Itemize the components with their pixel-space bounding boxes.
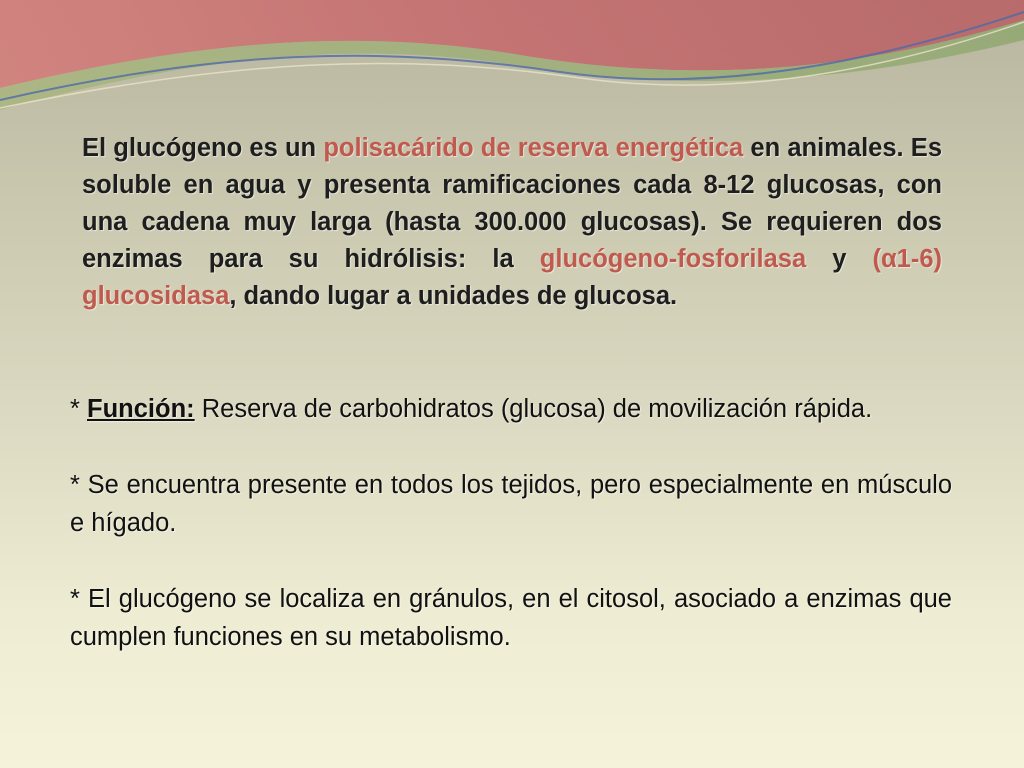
highlight-polisacarido: polisacárido de reserva energética bbox=[323, 134, 744, 162]
paragraph-text: en animales. Es soluble en agua y presenta ramificaciones cada 8-12 glucosas, con una cadena muy larga (hasta 300.000 glucosas). Se requieren dos enzimas para su hidrólisis: la bbox=[82, 134, 943, 273]
bullet-text: * El glucógeno se localiza en gránulos, en el citosol, asociado a enzimas que cumplen funciones en su metabolismo. bbox=[70, 585, 952, 651]
main-paragraph bbox=[82, 130, 942, 315]
paragraph-text: , dando lugar a unidades de glucosa. bbox=[229, 282, 678, 310]
highlight-glucogeno-fosforilasa: glucógeno-fosforilasa bbox=[539, 245, 807, 273]
bullet-localizacion bbox=[70, 580, 952, 656]
bullet-list bbox=[70, 390, 952, 694]
bullet-tejidos bbox=[70, 466, 952, 542]
bullet-funcion bbox=[70, 390, 952, 428]
bullet-label-funcion: Función: bbox=[87, 395, 195, 423]
bullet-text: * Se encuentra presente en todos los tejidos, pero especialmente en músculo e hígado. bbox=[70, 471, 952, 537]
paragraph-text: y bbox=[806, 245, 873, 273]
wave-red-band bbox=[0, 0, 1024, 88]
decorative-wave-banner bbox=[0, 0, 1024, 130]
bullet-text: Reserva de carbohidratos (glucosa) de movilización rápida. bbox=[194, 395, 873, 423]
paragraph-text: El glucógeno es un bbox=[82, 134, 324, 162]
bullet-prefix: * bbox=[70, 395, 88, 423]
highlight-glucosidasa: (α1-6) glucosidasa bbox=[82, 245, 942, 310]
